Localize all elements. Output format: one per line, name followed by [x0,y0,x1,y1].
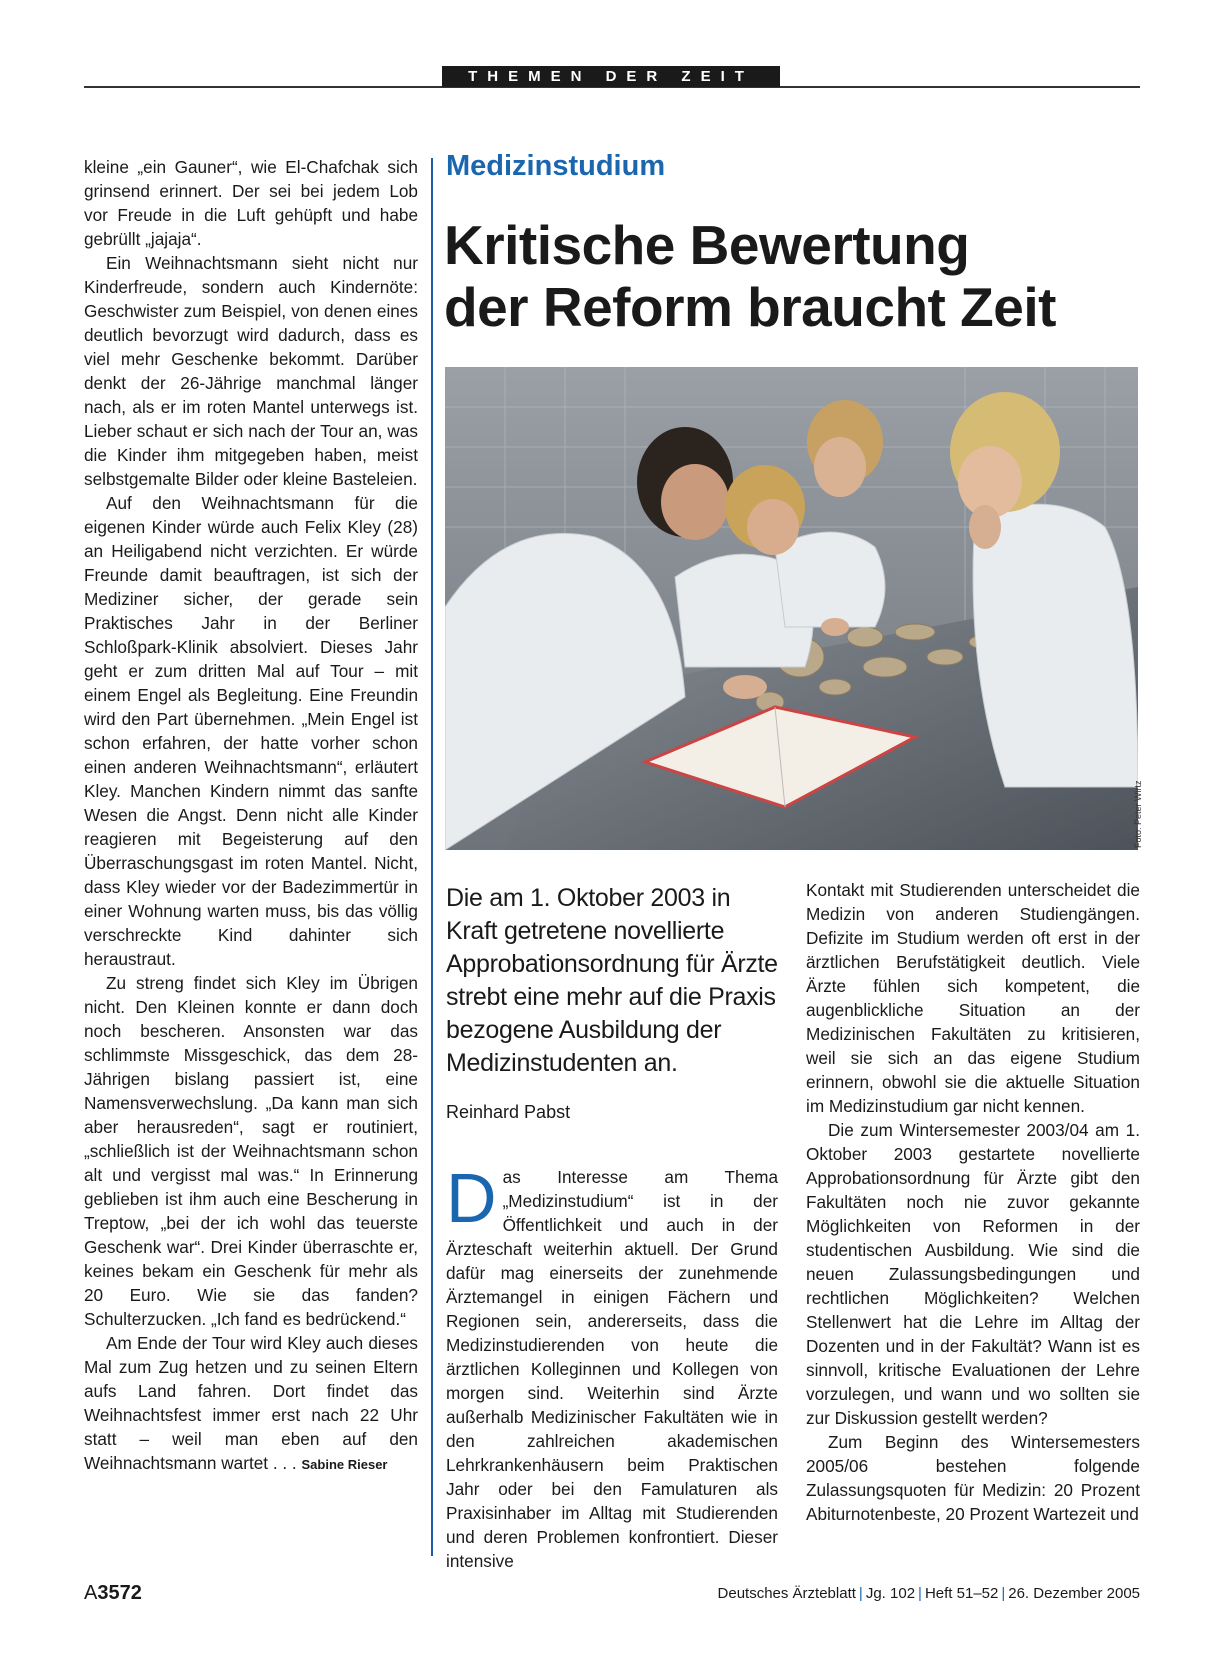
left-column [84,155,418,1477]
body-paragraph: Die zum Wintersemester 2003/04 am 1. Oktober 2003 gestartete novellierte Approbationsordnung für Ärzte gibt den Fakultäten noch nie zuvor gekannte Möglichkeiten von Reformen in der studentischen Ausbildung. Wie sind die neuen Zulassungsbedingungen und rechtlichen Möglichkeiten? Welchen Stellenwert hat die Lehre im Alltag der Dozenten und in der Fakultät? Wann ist es sinnvoll, kritische Evaluationen der Lehre vorzulegen, und wann und wo sollten sie zur Diskussion gestellt werden? [806,1120,1140,1428]
column-divider [431,158,433,1556]
footer-separator: | [918,1585,922,1602]
body-paragraph: Kontakt mit Studierenden unterscheidet die Medizin von anderen Studiengängen. Defizite im Studium werden oft erst in der ärztlichen Berufstätigkeit deutlich. Viele Ärzte fühlen sich kompetent, die augenblickliche Situation an der Medizinischen Fakultäten zu kritisieren, weil sie sich an das eigene Studium erinnern, obwohl sie die aktuelle Situation im Medizinstudium gar nicht kennen. [806,880,1140,1116]
page-number [84,1582,142,1605]
left-paragraph: Ein Weihnachtsmann sieht nicht nur Kinderfreude, sondern auch Kindernöte: Geschwister zum Beispiel, von denen eines deutlich bevorzugt wird dadurch, dass es viel mehr Geschenke bekommt. Darüber denkt der 26-Jährige manchmal länger nach, als er im roten Mantel unterwegs ist. Lieber schaut er sich nach der Tour an, was die Kinder ihm mitgegeben haben, meist selbstgemalte Bilder oder kleine Basteleien. [84,253,418,489]
right-column [806,878,1140,1526]
section-label: THEMEN DER ZEIT [442,66,780,87]
page-prefix: A [84,1582,98,1604]
photo-illustration [445,367,1138,850]
headline-line-1: Kritische Bewertung [444,214,970,276]
left-paragraph-last [84,1331,418,1477]
middle-column [446,1159,778,1573]
headline-line-2: der Reform braucht Zeit [444,276,1056,338]
body-paragraph-text: as Interesse am Thema „Medizinstudium“ ist in der Öffentlichkeit und auch in der Ärzteschaft weiterhin aktuell. Der Grund dafür mag einerseits der zunehmende Ärztemangel in einigen Fächern und Regionen sein, andererseits, dass die Medizinstudierenden von heute die ärztlichen Kolleginnen und Kollegen von morgen sind. Weiterhin sind Ärzte außerhalb Medizinischer Fakultäten wie in den zahlreichen akademischen Lehrkrankenhäusern beim Praktischen Jahr oder bei den Famulaturen als Praxisinhaber im Alltag mit Studierenden und deren Problemen konfrontiert. Dieser intensive [446,1167,778,1571]
article-teaser: Die am 1. Oktober 2003 in Kraft getretene novellierte Approbationsordnung für Ärzte strebt eine mehr auf die Praxis bezogene Ausbildung der Medizinstudenten an. [446,884,778,1077]
photo-credit: Foto: Peter Wirtz [1133,780,1143,848]
byline: Reinhard Pabst [446,1102,571,1122]
footer-separator: | [858,1585,863,1602]
footer-separator: | [1001,1585,1006,1602]
left-paragraph-text: Am Ende der Tour wird Kley auch dieses Mal zum Zug hetzen und zu seinen Eltern aufs Land fahren. Dort findet das Weihnachtsfest immer erst nach 22 Uhr statt – weil man eben auf den Weihnachtsmann wartet . . . [84,1333,418,1473]
footer-reference [718,1585,1140,1602]
left-paragraph: Auf den Weihnachtsmann für die eigenen Kinder würde auch Felix Kley (28) an Heiligabend nicht verzichten. Er würde Freunde damit beauftragen, ist sich der Mediziner sicher, der gerade sein Praktisches Jahr in der Berliner Schloßpark-Klinik absolviert. Dieses Jahr geht er zum dritten Mal auf Tour – mit einem Engel als Begleitung. Eine Freundin wird den Part übernehmen. „Mein Engel ist schon erfahren, der hatte vorher schon einen anderen Weihnachtsmann“, erläutert Kley. Manchen Kindern nimmt das sanfte Wesen die Angst. Denn nicht alle Kinder reagieren mit Begeisterung auf den Überraschungsgast im roten Mantel. Nicht, dass Kley wieder vor der Badezimmertür in einer Wohnung warten muss, bis das völlig verschreckte Kind dahinter sich heraustraut. [84,493,418,969]
body-paragraph: Zum Beginn des Wintersemesters 2005/06 bestehen folgende Zulassungsquoten für Medizin: 20 Prozent Abiturnotenbeste, 20 Prozent Wartezeit und [806,1432,1140,1524]
drop-cap: D [446,1159,497,1237]
page-number-value: 3572 [97,1582,142,1604]
article-kicker: Medizinstudium [446,150,666,182]
body-paragraph-first [446,1159,778,1573]
article-photo [445,367,1138,850]
journal-volume: Jg. 102 [865,1585,916,1602]
left-paragraph: kleine „ein Gauner“, wie El-Chafchak sich grinsend erinnert. Der sei bei jedem Lob vor Freude in die Luft gehüpft und habe gebrüllt „jajaja“. [84,157,418,249]
journal-date: 26. Dezember 2005 [1008,1585,1140,1602]
journal-name: Deutsches Ärzteblatt [717,1585,856,1602]
author-signature: Sabine Rieser [301,1457,388,1472]
article-headline [444,214,1144,338]
left-paragraph: Zu streng findet sich Kley im Übrigen nicht. Den Kleinen konnte er dann doch noch bescheren. Ansonsten war das schlimmste Missgeschick, das dem 28-Jährigen bislang passiert ist, eine Namensverwechslung. „Da kann man sich aber herausreden“, sagt er routiniert, „schließlich ist der Weihnachtsmann schon alt und vergisst mal was.“ In Erinnerung geblieben ist ihm auch eine Bescherung in Treptow, „bei der ich wohl das teuerste Geschenk war“. Drei Kinder überraschte er, keines bekam ein Geschenk für mehr als 20 Euro. Wie sie das fanden? Schulterzucken. „Ich fand es bedrückend.“ [84,973,418,1329]
journal-issue: Heft 51–52 [924,1585,999,1602]
